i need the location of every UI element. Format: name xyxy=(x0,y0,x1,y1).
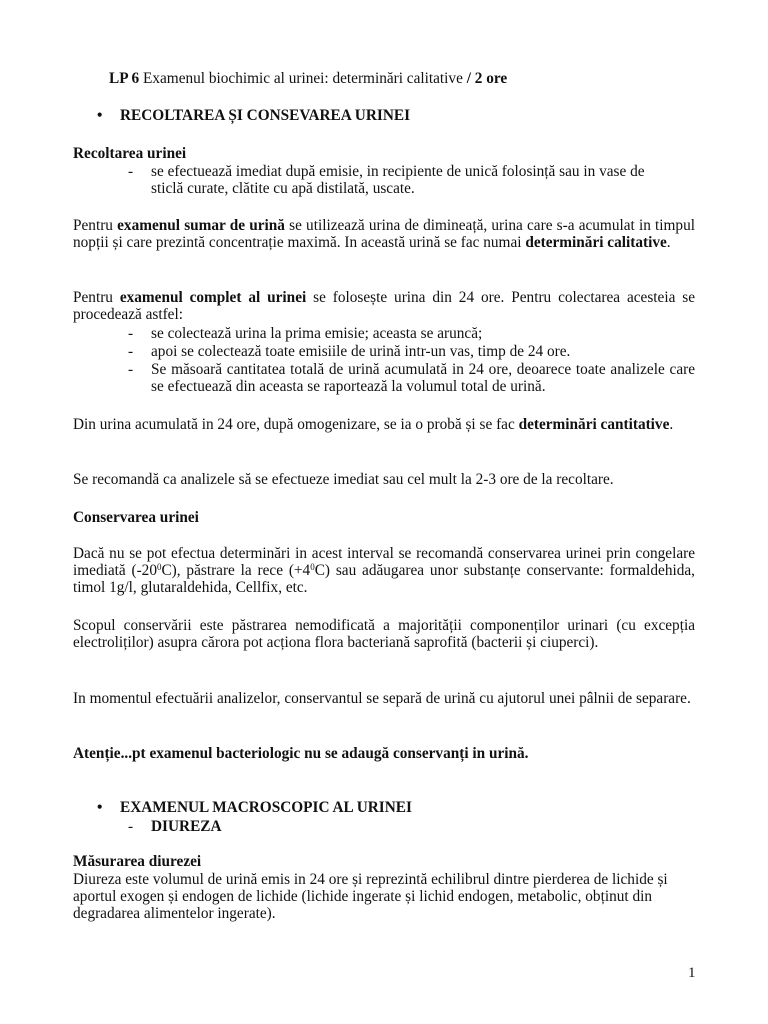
text: C) sau adăugarea unor substanțe conservante: formaldehida, timol 1g/l, glutaraldehida, Cellfix, etc. xyxy=(73,562,695,596)
text: Din urina acumulată in 24 ore, după omogenizare, se ia o probă și se fac xyxy=(73,416,519,433)
step-item: Se măsoară cantitatea totală de urină acumulată in 24 ore, deoarece toate analizele care se efectuează din aceasta se raportează la volumul total de urină. xyxy=(151,361,695,395)
section-heading-macroscopic xyxy=(97,799,412,817)
subsection-title-recoltare: Recoltarea urinei xyxy=(73,145,187,162)
superscript: 0 xyxy=(310,562,315,572)
subsection-title-conservare: Conservarea urinei xyxy=(73,509,199,526)
text: Dacă nu se pot efectua determinări in acest interval se recomandă conservarea urinei prin congelare imediată (-20 xyxy=(73,545,695,579)
text: Pentru xyxy=(73,217,118,234)
bullet-icon: • xyxy=(97,799,103,816)
paragraph-conservare xyxy=(73,545,695,596)
paragraph-atentie: Atenție...pt examenul bacteriologic nu se adaugă conservanți in urină. xyxy=(73,745,529,762)
text: . xyxy=(666,234,671,251)
lab-number: LP 6 xyxy=(109,70,140,87)
text: C), păstrare la rece (+4 xyxy=(161,562,311,579)
text: se utilizează urina de dimineață, urina care s-a acumulat in timpul nopții și care prezintă concentrație maximă. In această urină se fac numai xyxy=(73,217,695,251)
bold-term: examenul sumar de urină xyxy=(117,217,285,234)
page-number: 1 xyxy=(688,965,696,981)
recoltare-item xyxy=(151,163,695,197)
paragraph-scop: Scopul conservării este păstrarea nemodificată a majorității componenților urinari (cu excepția electroliților) asupra cărora pot acționa flora bacteriană saprofită (bacterii și ciuperci). xyxy=(73,617,695,651)
dash-icon: - xyxy=(128,343,134,360)
bold-term: determinări calitative xyxy=(525,234,667,251)
step-item: apoi se colectează toate emisiile de urină intr-un vas, timp de 24 ore. xyxy=(151,343,571,360)
superscript: 0 xyxy=(156,562,162,572)
section-heading-text: EXAMENUL MACROSCOPIC AL URINEI xyxy=(120,799,412,816)
section-heading-recoltare xyxy=(97,107,410,125)
section-heading-text: RECOLTAREA ȘI CONSEVAREA URINEI xyxy=(120,107,411,124)
paragraph-momentul: In momentul efectuării analizelor, conservantul se separă de urină cu ajutorul unei pâlnii de separare. xyxy=(73,690,691,707)
lab-title: Examenul biochimic al urinei: determinări calitative xyxy=(143,70,463,87)
paragraph-diureza: Diureza este volumul de urină emis in 24 ore și reprezintă echilibrul dintre pierderea de lichide și aportul exogen și endogen de lichide (lichide ingerate și lichid endogen, metabolic, obținut din degradarea alimentelor ingerate). xyxy=(73,871,668,922)
recoltare-item-line1: se efectuează imediat după emisie, in recipiente de unică folosință sau in vase de xyxy=(151,163,645,180)
subheading-diureza: DIUREZA xyxy=(151,818,222,835)
bullet-icon: • xyxy=(97,107,103,124)
paragraph-recomandare: Se recomandă ca analizele să se efectueze imediat sau cel mult la 2-3 ore de la recoltare. xyxy=(73,471,614,488)
paragraph-examen-complet xyxy=(73,289,695,323)
text: Pentru xyxy=(73,289,120,306)
bold-term: examenul complet al urinei xyxy=(119,289,307,306)
text: se folosește urina din 24 ore. Pentru colectarea acesteia se procedează astfel: xyxy=(73,289,695,323)
text: . xyxy=(669,416,674,433)
bold-term: determinări cantitative xyxy=(518,416,670,433)
dash-icon: - xyxy=(128,361,134,378)
paragraph-determinari-cantitative xyxy=(73,416,695,433)
paragraph-examen-sumar xyxy=(73,217,695,251)
dash-icon: - xyxy=(128,325,134,342)
recoltare-item-line2: sticlă curate, clătite cu apă distilată, uscate. xyxy=(151,180,415,197)
subsection-title-masurare: Măsurarea diurezei xyxy=(73,853,202,870)
step-item: se colectează urina la prima emisie; aceasta se aruncă; xyxy=(151,325,483,342)
dash-icon: - xyxy=(128,818,134,835)
dash-icon: - xyxy=(128,163,134,180)
lab-duration: / 2 ore xyxy=(466,70,508,87)
lab-header xyxy=(109,70,709,87)
